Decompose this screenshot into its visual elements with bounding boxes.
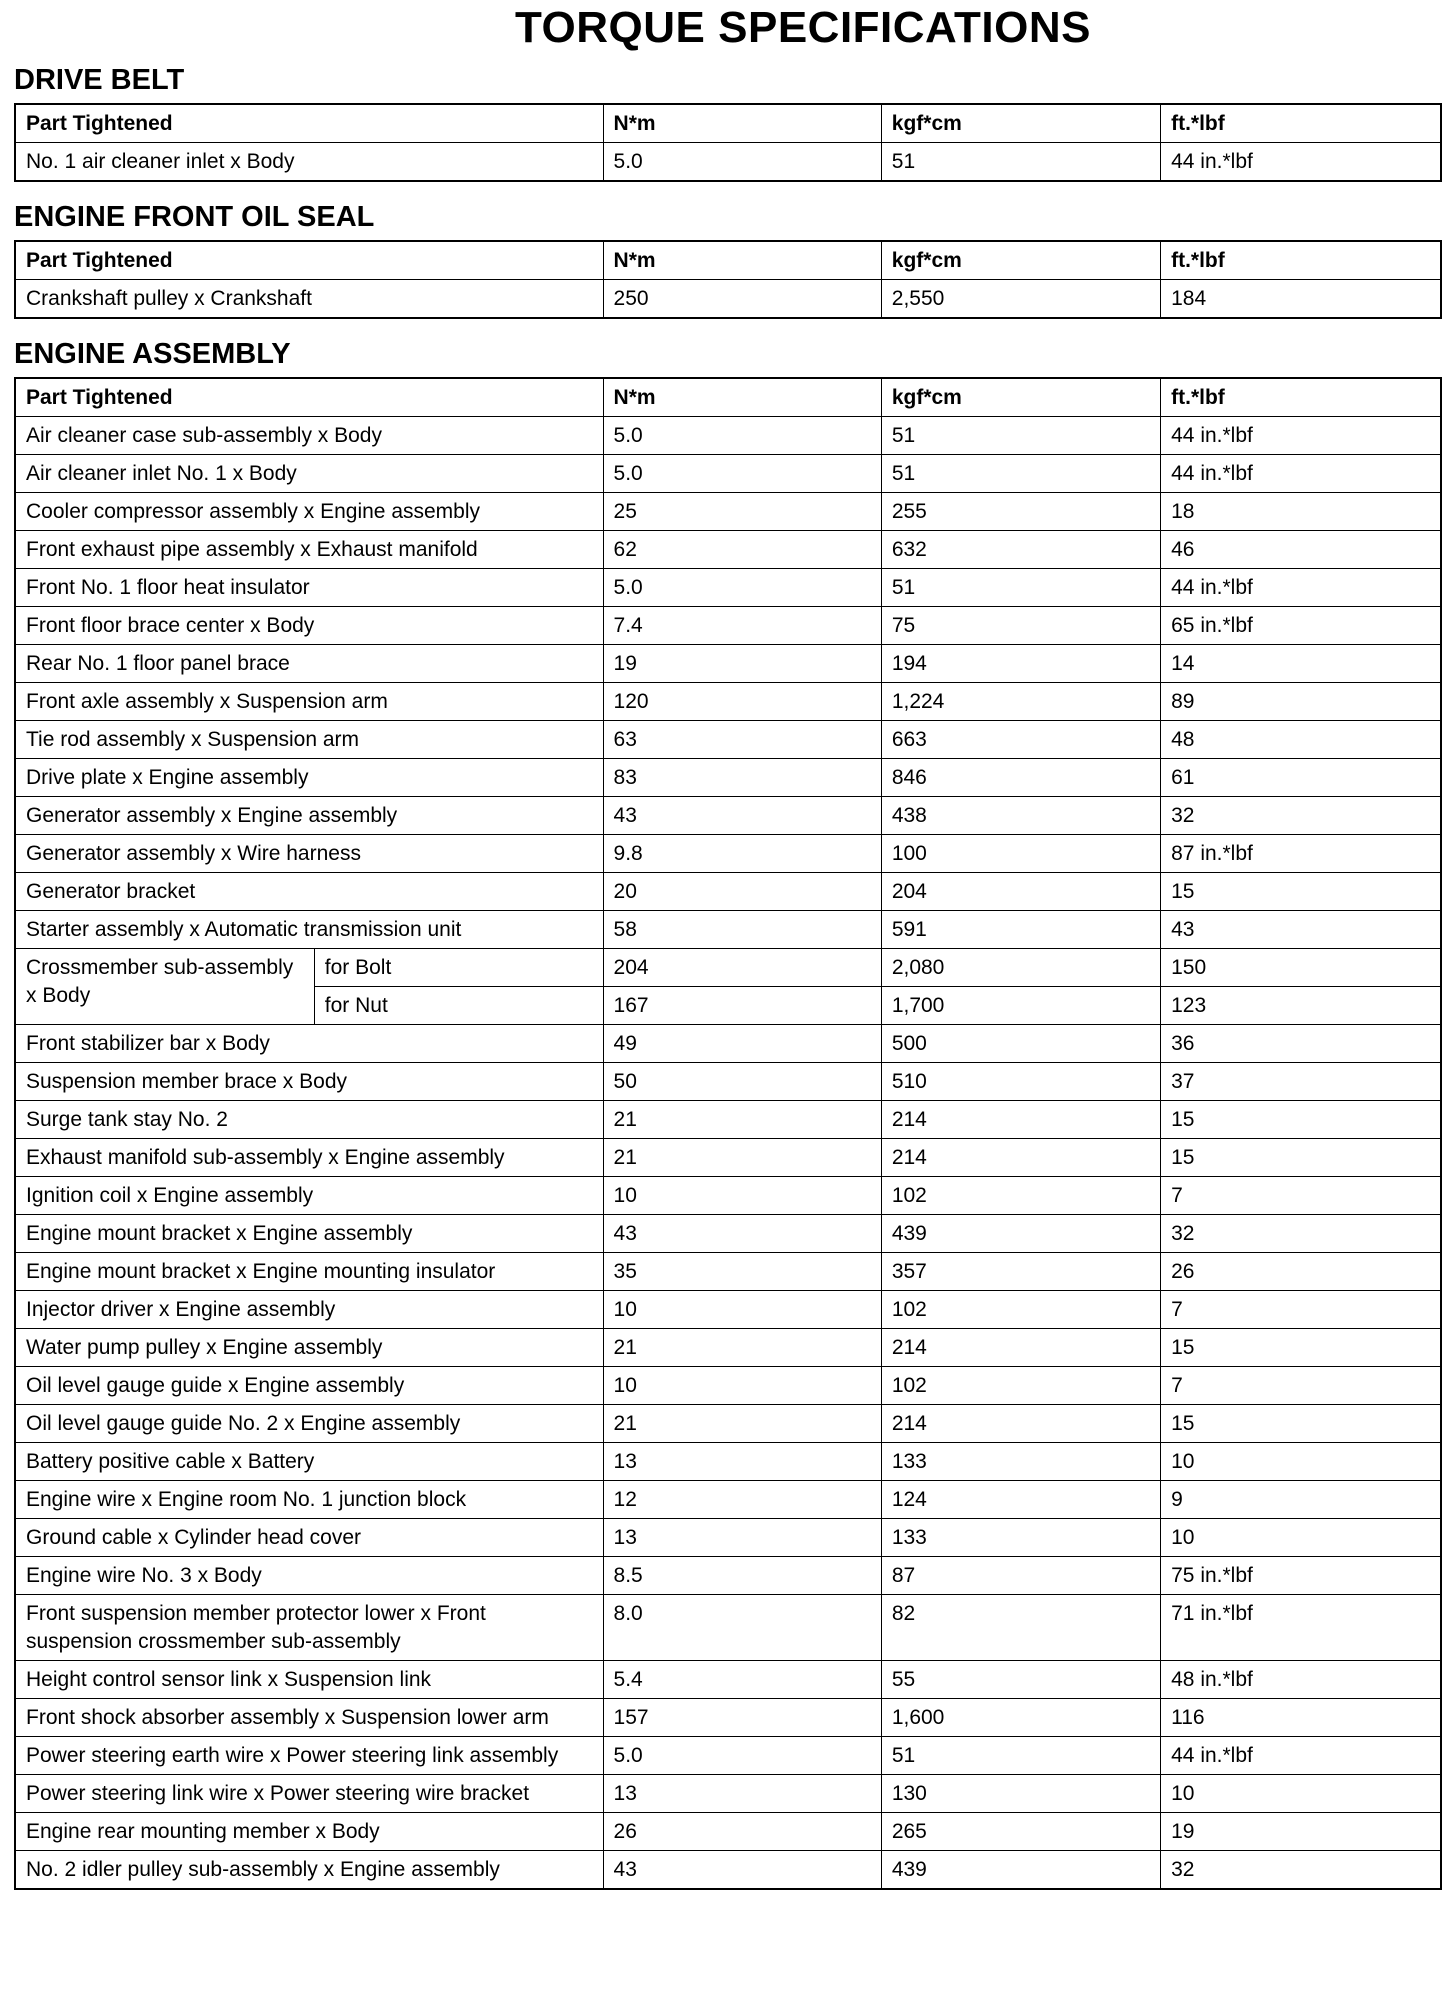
kgfcm-cell: 133 xyxy=(881,1519,1160,1557)
table-row xyxy=(15,143,1441,182)
ftlbf-cell: 10 xyxy=(1161,1519,1441,1557)
fastener-cell: for Bolt xyxy=(314,949,603,987)
part-cell: Battery positive cable x Battery xyxy=(15,1443,603,1481)
part-cell: Water pump pulley x Engine assembly xyxy=(15,1329,603,1367)
nm-cell: 250 xyxy=(603,280,881,319)
kgfcm-cell: 214 xyxy=(881,1139,1160,1177)
nm-cell: 13 xyxy=(603,1519,881,1557)
drive-belt-table xyxy=(14,103,1442,182)
nm-cell: 5.0 xyxy=(603,569,881,607)
ftlbf-cell: 44 in.*lbf xyxy=(1161,455,1441,493)
nm-cell: 8.5 xyxy=(603,1557,881,1595)
page-title: TORQUE SPECIFICATIONS xyxy=(514,3,1092,52)
ftlbf-cell: 7 xyxy=(1161,1367,1441,1405)
table-row xyxy=(15,1481,1441,1519)
table-row xyxy=(15,607,1441,645)
table-row xyxy=(15,1405,1441,1443)
ftlbf-cell: 32 xyxy=(1161,1851,1441,1890)
nm-cell: 49 xyxy=(603,1025,881,1063)
part-cell: Crankshaft pulley x Crankshaft xyxy=(15,280,603,319)
table-row xyxy=(15,797,1441,835)
table-row xyxy=(15,1519,1441,1557)
table-row xyxy=(15,721,1441,759)
kgfcm-cell: 214 xyxy=(881,1101,1160,1139)
kgfcm-cell: 438 xyxy=(881,797,1160,835)
table-row xyxy=(15,835,1441,873)
kgfcm-cell: 75 xyxy=(881,607,1160,645)
kgfcm-cell: 2,080 xyxy=(881,949,1160,987)
table-row xyxy=(15,759,1441,797)
table-row xyxy=(15,1101,1441,1139)
table-row xyxy=(15,1253,1441,1291)
kgfcm-cell: 357 xyxy=(881,1253,1160,1291)
kgfcm-cell: 1,600 xyxy=(881,1699,1160,1737)
part-cell: Tie rod assembly x Suspension arm xyxy=(15,721,603,759)
part-cell: Engine mount bracket x Engine assembly xyxy=(15,1215,603,1253)
part-cell: Front axle assembly x Suspension arm xyxy=(15,683,603,721)
part-cell: Starter assembly x Automatic transmission unit xyxy=(15,911,603,949)
table-row xyxy=(15,911,1441,949)
kgfcm-cell: 846 xyxy=(881,759,1160,797)
nm-cell: 7.4 xyxy=(603,607,881,645)
kgfcm-cell: 1,700 xyxy=(881,987,1160,1025)
nm-cell: 120 xyxy=(603,683,881,721)
table-header-row xyxy=(15,241,1441,280)
ftlbf-cell: 48 in.*lbf xyxy=(1161,1661,1441,1699)
part-cell: Air cleaner case sub-assembly x Body xyxy=(15,417,603,455)
nm-cell: 204 xyxy=(603,949,881,987)
nm-cell: 21 xyxy=(603,1329,881,1367)
table-row xyxy=(15,1063,1441,1101)
table-row xyxy=(15,1813,1441,1851)
table-row xyxy=(15,1215,1441,1253)
table-row xyxy=(15,683,1441,721)
header-ftlbf: ft.*lbf xyxy=(1161,104,1441,143)
kgfcm-cell: 102 xyxy=(881,1367,1160,1405)
ftlbf-cell: 116 xyxy=(1161,1699,1441,1737)
table-row xyxy=(15,1775,1441,1813)
header-kgfcm: kgf*cm xyxy=(881,378,1160,417)
ftlbf-cell: 87 in.*lbf xyxy=(1161,835,1441,873)
kgfcm-cell: 102 xyxy=(881,1291,1160,1329)
kgfcm-cell: 204 xyxy=(881,873,1160,911)
kgfcm-cell: 214 xyxy=(881,1405,1160,1443)
ftlbf-cell: 7 xyxy=(1161,1291,1441,1329)
nm-cell: 167 xyxy=(603,987,881,1025)
part-cell: Front suspension member protector lower x Front suspension crossmember sub-assembly xyxy=(15,1595,603,1661)
part-cell: Engine rear mounting member x Body xyxy=(15,1813,603,1851)
table-row xyxy=(15,417,1441,455)
ftlbf-cell: 9 xyxy=(1161,1481,1441,1519)
table-row xyxy=(15,569,1441,607)
ftlbf-cell: 19 xyxy=(1161,1813,1441,1851)
table-row xyxy=(15,1291,1441,1329)
header-nm: N*m xyxy=(603,104,881,143)
kgfcm-cell: 663 xyxy=(881,721,1160,759)
table-row xyxy=(15,493,1441,531)
nm-cell: 10 xyxy=(603,1367,881,1405)
part-cell: Air cleaner inlet No. 1 x Body xyxy=(15,455,603,493)
table-header-row xyxy=(15,378,1441,417)
header-nm: N*m xyxy=(603,378,881,417)
nm-cell: 63 xyxy=(603,721,881,759)
nm-cell: 26 xyxy=(603,1813,881,1851)
nm-cell: 43 xyxy=(603,1215,881,1253)
header-ftlbf: ft.*lbf xyxy=(1161,241,1441,280)
section-heading-drive-belt: DRIVE BELT xyxy=(14,64,185,96)
part-cell: Engine wire x Engine room No. 1 junction block xyxy=(15,1481,603,1519)
nm-cell: 13 xyxy=(603,1443,881,1481)
kgfcm-cell: 51 xyxy=(881,455,1160,493)
ftlbf-cell: 10 xyxy=(1161,1775,1441,1813)
part-cell: Front stabilizer bar x Body xyxy=(15,1025,603,1063)
table-row xyxy=(15,1329,1441,1367)
table-row xyxy=(15,1367,1441,1405)
table-row xyxy=(15,1737,1441,1775)
kgfcm-cell: 591 xyxy=(881,911,1160,949)
fastener-cell: for Nut xyxy=(314,987,603,1025)
header-kgfcm: kgf*cm xyxy=(881,241,1160,280)
engine-assembly-table xyxy=(14,377,1442,1890)
kgfcm-cell: 439 xyxy=(881,1215,1160,1253)
header-part: Part Tightened xyxy=(15,378,603,417)
nm-cell: 43 xyxy=(603,797,881,835)
ftlbf-cell: 44 in.*lbf xyxy=(1161,569,1441,607)
ftlbf-cell: 75 in.*lbf xyxy=(1161,1557,1441,1595)
kgfcm-cell: 82 xyxy=(881,1595,1160,1661)
ftlbf-cell: 150 xyxy=(1161,949,1441,987)
ftlbf-cell: 32 xyxy=(1161,1215,1441,1253)
part-cell: Front shock absorber assembly x Suspension lower arm xyxy=(15,1699,603,1737)
part-cell: Generator assembly x Engine assembly xyxy=(15,797,603,835)
nm-cell: 50 xyxy=(603,1063,881,1101)
table-row xyxy=(15,280,1441,319)
ftlbf-cell: 44 in.*lbf xyxy=(1161,417,1441,455)
table-row xyxy=(15,1177,1441,1215)
ftlbf-cell: 18 xyxy=(1161,493,1441,531)
header-nm: N*m xyxy=(603,241,881,280)
ftlbf-cell: 44 in.*lbf xyxy=(1161,143,1441,182)
part-cell: Generator bracket xyxy=(15,873,603,911)
part-cell: Suspension member brace x Body xyxy=(15,1063,603,1101)
nm-cell: 20 xyxy=(603,873,881,911)
part-cell: Oil level gauge guide x Engine assembly xyxy=(15,1367,603,1405)
kgfcm-cell: 55 xyxy=(881,1661,1160,1699)
nm-cell: 13 xyxy=(603,1775,881,1813)
kgfcm-cell: 255 xyxy=(881,493,1160,531)
part-cell: Ignition coil x Engine assembly xyxy=(15,1177,603,1215)
kgfcm-cell: 51 xyxy=(881,417,1160,455)
ftlbf-cell: 32 xyxy=(1161,797,1441,835)
part-cell: Rear No. 1 floor panel brace xyxy=(15,645,603,683)
header-part: Part Tightened xyxy=(15,104,603,143)
nm-cell: 25 xyxy=(603,493,881,531)
ftlbf-cell: 37 xyxy=(1161,1063,1441,1101)
kgfcm-cell: 87 xyxy=(881,1557,1160,1595)
nm-cell: 12 xyxy=(603,1481,881,1519)
ftlbf-cell: 15 xyxy=(1161,1139,1441,1177)
ftlbf-cell: 15 xyxy=(1161,1329,1441,1367)
kgfcm-cell: 214 xyxy=(881,1329,1160,1367)
crossmember-group xyxy=(15,949,1441,1025)
nm-cell: 21 xyxy=(603,1101,881,1139)
kgfcm-cell: 102 xyxy=(881,1177,1160,1215)
part-cell: Height control sensor link x Suspension link xyxy=(15,1661,603,1699)
ftlbf-cell: 46 xyxy=(1161,531,1441,569)
part-cell: No. 1 air cleaner inlet x Body xyxy=(15,143,603,182)
kgfcm-cell: 439 xyxy=(881,1851,1160,1890)
ftlbf-cell: 26 xyxy=(1161,1253,1441,1291)
part-cell: Generator assembly x Wire harness xyxy=(15,835,603,873)
table-row xyxy=(15,1557,1441,1595)
kgfcm-cell: 265 xyxy=(881,1813,1160,1851)
kgfcm-cell: 51 xyxy=(881,143,1160,182)
nm-cell: 58 xyxy=(603,911,881,949)
ftlbf-cell: 89 xyxy=(1161,683,1441,721)
nm-cell: 10 xyxy=(603,1177,881,1215)
ftlbf-cell: 184 xyxy=(1161,280,1441,319)
nm-cell: 21 xyxy=(603,1405,881,1443)
ftlbf-cell: 10 xyxy=(1161,1443,1441,1481)
header-ftlbf: ft.*lbf xyxy=(1161,378,1441,417)
section-heading-engine-assembly: ENGINE ASSEMBLY xyxy=(14,338,291,370)
ftlbf-cell: 15 xyxy=(1161,1101,1441,1139)
kgfcm-cell: 133 xyxy=(881,1443,1160,1481)
part-cell: Front No. 1 floor heat insulator xyxy=(15,569,603,607)
kgfcm-cell: 51 xyxy=(881,1737,1160,1775)
part-cell: Injector driver x Engine assembly xyxy=(15,1291,603,1329)
part-cell: Exhaust manifold sub-assembly x Engine assembly xyxy=(15,1139,603,1177)
nm-cell: 83 xyxy=(603,759,881,797)
ftlbf-cell: 48 xyxy=(1161,721,1441,759)
ftlbf-cell: 43 xyxy=(1161,911,1441,949)
header-part: Part Tightened xyxy=(15,241,603,280)
table-row xyxy=(15,455,1441,493)
table-row xyxy=(15,949,1441,987)
nm-cell: 157 xyxy=(603,1699,881,1737)
ftlbf-cell: 14 xyxy=(1161,645,1441,683)
table-row xyxy=(15,1139,1441,1177)
table-row xyxy=(15,1699,1441,1737)
table-header-row xyxy=(15,104,1441,143)
part-cell: Front floor brace center x Body xyxy=(15,607,603,645)
part-cell: Power steering earth wire x Power steering link assembly xyxy=(15,1737,603,1775)
kgfcm-cell: 632 xyxy=(881,531,1160,569)
part-cell: Drive plate x Engine assembly xyxy=(15,759,603,797)
part-cell: Oil level gauge guide No. 2 x Engine assembly xyxy=(15,1405,603,1443)
ftlbf-cell: 65 in.*lbf xyxy=(1161,607,1441,645)
part-cell: Power steering link wire x Power steering wire bracket xyxy=(15,1775,603,1813)
part-cell: Cooler compressor assembly x Engine assembly xyxy=(15,493,603,531)
ftlbf-cell: 71 in.*lbf xyxy=(1161,1595,1441,1661)
nm-cell: 5.0 xyxy=(603,143,881,182)
table-row xyxy=(15,873,1441,911)
nm-cell: 19 xyxy=(603,645,881,683)
part-cell: Surge tank stay No. 2 xyxy=(15,1101,603,1139)
nm-cell: 5.0 xyxy=(603,417,881,455)
nm-cell: 8.0 xyxy=(603,1595,881,1661)
part-cell: Engine wire No. 3 x Body xyxy=(15,1557,603,1595)
nm-cell: 5.0 xyxy=(603,1737,881,1775)
ftlbf-cell: 36 xyxy=(1161,1025,1441,1063)
nm-cell: 10 xyxy=(603,1291,881,1329)
ftlbf-cell: 44 in.*lbf xyxy=(1161,1737,1441,1775)
kgfcm-cell: 1,224 xyxy=(881,683,1160,721)
kgfcm-cell: 130 xyxy=(881,1775,1160,1813)
part-cell: No. 2 idler pulley sub-assembly x Engine assembly xyxy=(15,1851,603,1890)
nm-cell: 21 xyxy=(603,1139,881,1177)
table-row xyxy=(15,531,1441,569)
header-kgfcm: kgf*cm xyxy=(881,104,1160,143)
kgfcm-cell: 510 xyxy=(881,1063,1160,1101)
table-row xyxy=(15,1661,1441,1699)
engine-front-oil-seal-table xyxy=(14,240,1442,319)
kgfcm-cell: 51 xyxy=(881,569,1160,607)
nm-cell: 43 xyxy=(603,1851,881,1890)
ftlbf-cell: 123 xyxy=(1161,987,1441,1025)
nm-cell: 62 xyxy=(603,531,881,569)
crossmember-part-cell: Crossmember sub-assembly x Body xyxy=(15,949,314,1025)
kgfcm-cell: 500 xyxy=(881,1025,1160,1063)
section-heading-engine-front-oil-seal: ENGINE FRONT OIL SEAL xyxy=(14,201,375,233)
part-cell: Engine mount bracket x Engine mounting insulator xyxy=(15,1253,603,1291)
table-row xyxy=(15,1025,1441,1063)
kgfcm-cell: 2,550 xyxy=(881,280,1160,319)
table-row xyxy=(15,1595,1441,1661)
table-row xyxy=(15,1851,1441,1890)
ftlbf-cell: 15 xyxy=(1161,873,1441,911)
table-row xyxy=(15,1443,1441,1481)
kgfcm-cell: 194 xyxy=(881,645,1160,683)
nm-cell: 9.8 xyxy=(603,835,881,873)
part-cell: Front exhaust pipe assembly x Exhaust manifold xyxy=(15,531,603,569)
nm-cell: 5.4 xyxy=(603,1661,881,1699)
nm-cell: 5.0 xyxy=(603,455,881,493)
part-cell: Ground cable x Cylinder head cover xyxy=(15,1519,603,1557)
ftlbf-cell: 61 xyxy=(1161,759,1441,797)
ftlbf-cell: 7 xyxy=(1161,1177,1441,1215)
table-row xyxy=(15,645,1441,683)
kgfcm-cell: 100 xyxy=(881,835,1160,873)
nm-cell: 35 xyxy=(603,1253,881,1291)
kgfcm-cell: 124 xyxy=(881,1481,1160,1519)
ftlbf-cell: 15 xyxy=(1161,1405,1441,1443)
